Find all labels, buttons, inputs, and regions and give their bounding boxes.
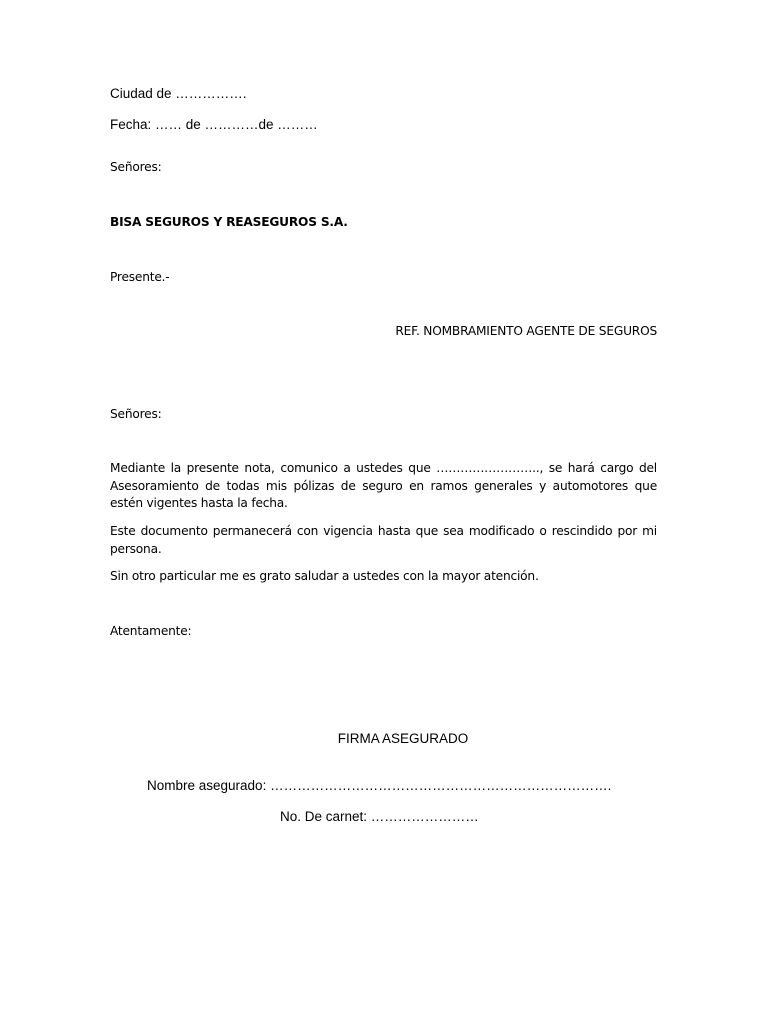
city-line: Ciudad de ……………. (110, 86, 247, 101)
addressee-greeting: Señores: (110, 160, 162, 174)
addressee-company: BISA SEGUROS Y REASEGUROS S.A. (110, 215, 348, 229)
date-line: Fecha: …… de …………de ……… (110, 117, 318, 132)
body-greeting: Señores: (110, 407, 162, 421)
closing-line: Atentamente: (110, 624, 192, 638)
addressee-presente: Presente.- (110, 270, 170, 284)
reference-line: REF. NOMBRAMIENTO AGENTE DE SEGUROS (395, 324, 657, 338)
body-paragraph-3: Sin otro particular me es grato saludar a ustedes con la mayor atención. (110, 569, 539, 583)
signature-title: FIRMA ASEGURADO (337, 731, 469, 746)
insured-name-line: Nombre asegurado: …………………………………………………………………. (147, 778, 612, 793)
body-paragraph-1: Mediante la presente nota, comunico a ustedes que …………………….., se hará cargo del Asesoramiento de todas mis pólizas de seguro en ramos generales y automotores que estén vigentes hasta la fecha. (110, 461, 657, 510)
carnet-number-line: No. De carnet: …………………… (280, 809, 479, 824)
body-paragraph-2: Este documento permanecerá con vigencia hasta que sea modificado o rescindido por mi persona. (110, 524, 657, 556)
